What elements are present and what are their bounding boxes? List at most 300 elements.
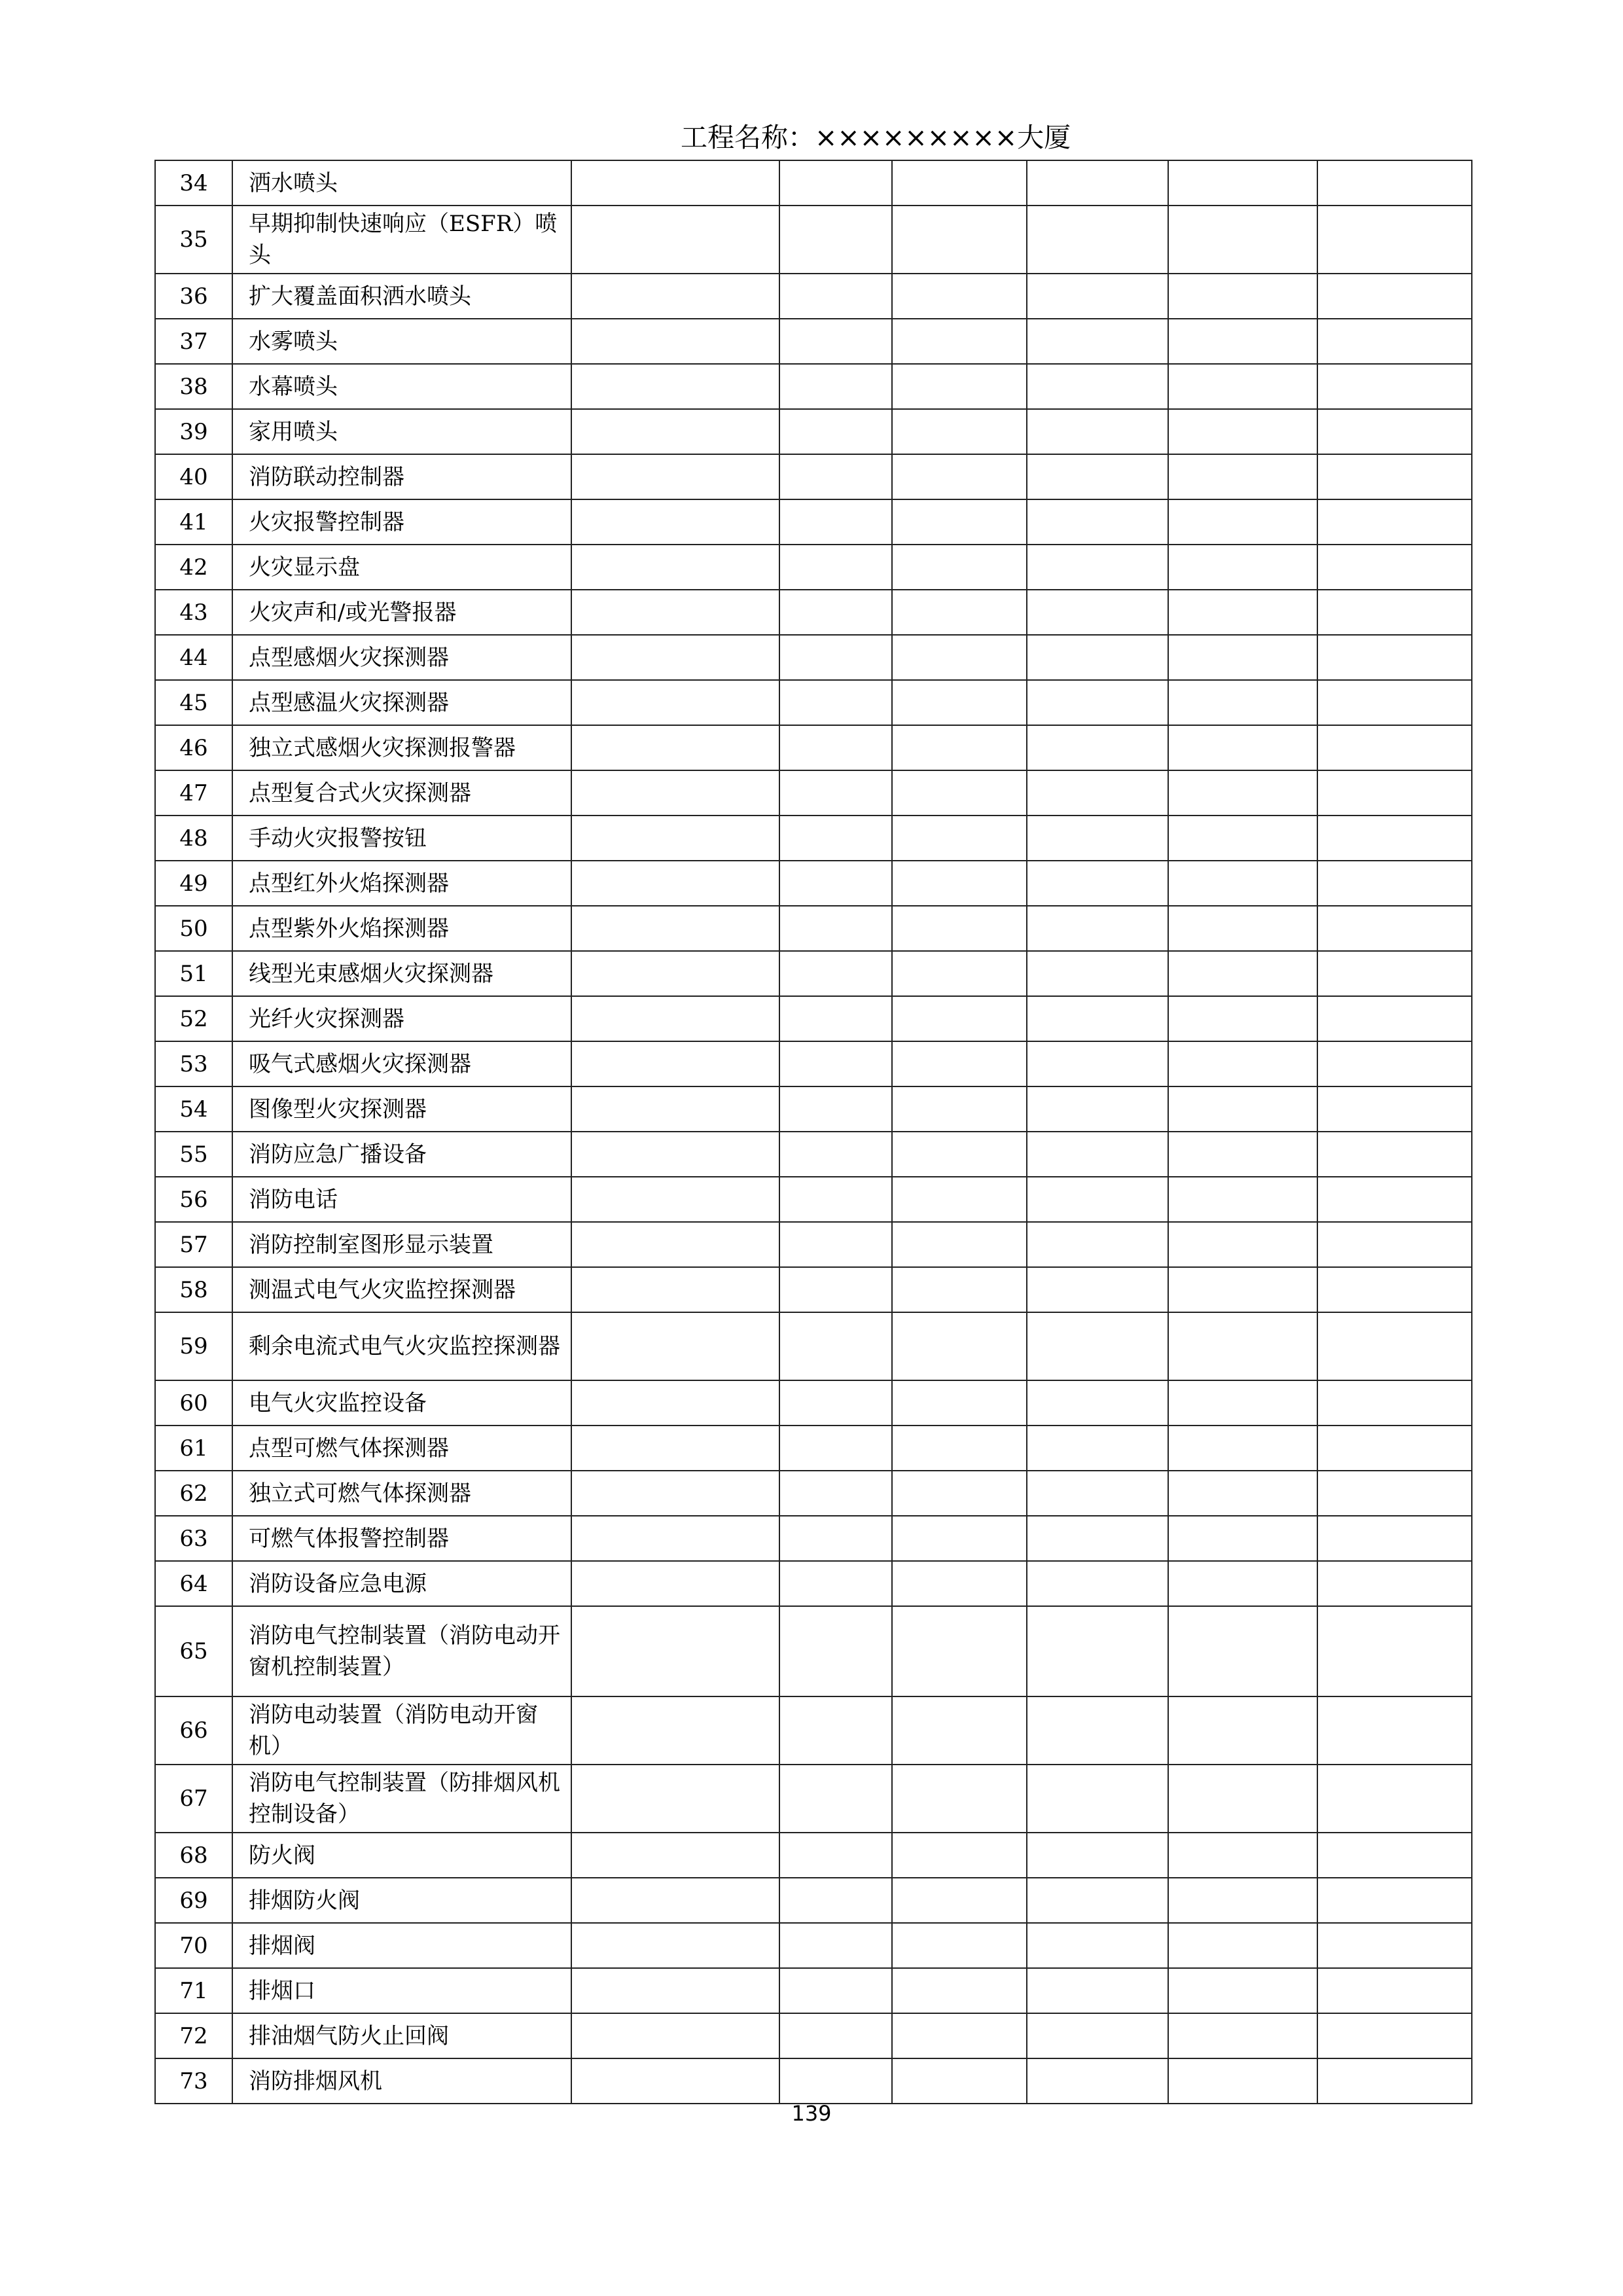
equipment-name-cell: 点型紫外火焰探测器 <box>232 906 571 951</box>
empty-cell <box>1027 725 1168 770</box>
empty-cell <box>1027 1696 1168 1765</box>
row-number-cell: 47 <box>155 770 232 816</box>
empty-cell <box>1027 545 1168 590</box>
equipment-name-cell: 火灾显示盘 <box>232 545 571 590</box>
table-row <box>155 1968 1472 2013</box>
row-number-cell: 71 <box>155 1968 232 2013</box>
empty-cell <box>1317 816 1472 861</box>
empty-cell <box>571 770 779 816</box>
row-number-cell: 69 <box>155 1878 232 1923</box>
equipment-name-cell: 点型感烟火灾探测器 <box>232 635 571 680</box>
empty-cell <box>892 274 1027 319</box>
equipment-name-cell: 消防电动装置（消防电动开窗机） <box>232 1696 571 1765</box>
empty-cell <box>779 1561 892 1606</box>
empty-cell <box>1168 861 1317 906</box>
empty-cell <box>892 816 1027 861</box>
table-row <box>155 635 1472 680</box>
empty-cell <box>779 1132 892 1177</box>
equipment-name-cell: 消防设备应急电源 <box>232 1561 571 1606</box>
row-number-cell: 45 <box>155 680 232 725</box>
empty-cell <box>892 206 1027 274</box>
empty-cell <box>1027 1833 1168 1878</box>
empty-cell <box>779 1312 892 1380</box>
empty-cell <box>892 1696 1027 1765</box>
empty-cell <box>1027 364 1168 409</box>
empty-cell <box>571 1426 779 1471</box>
empty-cell <box>571 1380 779 1426</box>
empty-cell <box>571 1923 779 1968</box>
project-name-label: 工程名称：×××××××××大厦 <box>681 122 1071 153</box>
row-number-cell: 49 <box>155 861 232 906</box>
equipment-name-cell: 火灾报警控制器 <box>232 499 571 545</box>
empty-cell <box>571 274 779 319</box>
equipment-name-cell: 电气火灾监控设备 <box>232 1380 571 1426</box>
empty-cell <box>1027 816 1168 861</box>
empty-cell <box>1168 1878 1317 1923</box>
row-number-cell: 58 <box>155 1267 232 1312</box>
empty-cell <box>571 499 779 545</box>
empty-cell <box>1027 590 1168 635</box>
empty-cell <box>892 996 1027 1041</box>
empty-cell <box>1027 906 1168 951</box>
empty-cell <box>1027 1041 1168 1086</box>
row-number-cell: 35 <box>155 206 232 274</box>
empty-cell <box>892 1833 1027 1878</box>
empty-cell <box>1027 951 1168 996</box>
empty-cell <box>892 545 1027 590</box>
empty-cell <box>1168 680 1317 725</box>
equipment-name-cell: 点型红外火焰探测器 <box>232 861 571 906</box>
empty-cell <box>1027 206 1168 274</box>
empty-cell <box>1317 770 1472 816</box>
empty-cell <box>892 1177 1027 1222</box>
empty-cell <box>571 1765 779 1833</box>
empty-cell <box>1317 1132 1472 1177</box>
empty-cell <box>1317 1267 1472 1312</box>
table-row <box>155 364 1472 409</box>
empty-cell <box>779 1177 892 1222</box>
empty-cell <box>892 906 1027 951</box>
empty-cell <box>571 1878 779 1923</box>
equipment-name-cell: 火灾声和/或光警报器 <box>232 590 571 635</box>
empty-cell <box>1168 206 1317 274</box>
equipment-name-cell: 排烟口 <box>232 1968 571 2013</box>
empty-cell <box>571 590 779 635</box>
empty-cell <box>571 206 779 274</box>
empty-cell <box>779 499 892 545</box>
empty-cell <box>1317 1426 1472 1471</box>
table-row <box>155 1696 1472 1765</box>
empty-cell <box>1027 1086 1168 1132</box>
empty-cell <box>1027 1177 1168 1222</box>
empty-cell <box>1317 1833 1472 1878</box>
empty-cell <box>1317 996 1472 1041</box>
empty-cell <box>571 1471 779 1516</box>
empty-cell <box>1168 725 1317 770</box>
empty-cell <box>571 635 779 680</box>
empty-cell <box>1317 1765 1472 1833</box>
table-row <box>155 1471 1472 1516</box>
empty-cell <box>779 409 892 454</box>
empty-cell <box>779 1765 892 1833</box>
empty-cell <box>571 319 779 364</box>
equipment-name-cell: 光纤火灾探测器 <box>232 996 571 1041</box>
empty-cell <box>1168 1267 1317 1312</box>
empty-cell <box>1027 1471 1168 1516</box>
empty-cell <box>779 1968 892 2013</box>
equipment-name-cell: 消防电话 <box>232 1177 571 1222</box>
empty-cell <box>1168 1516 1317 1561</box>
empty-cell <box>892 1132 1027 1177</box>
table-row <box>155 319 1472 364</box>
empty-cell <box>1317 1222 1472 1267</box>
table-row <box>155 160 1472 206</box>
row-number-cell: 53 <box>155 1041 232 1086</box>
empty-cell <box>571 1516 779 1561</box>
table-row <box>155 1041 1472 1086</box>
row-number-cell: 66 <box>155 1696 232 1765</box>
equipment-name-cell: 消防电气控制装置（消防电动开窗机控制装置） <box>232 1606 571 1696</box>
equipment-name-cell: 可燃气体报警控制器 <box>232 1516 571 1561</box>
row-number-cell: 42 <box>155 545 232 590</box>
row-number-cell: 59 <box>155 1312 232 1380</box>
empty-cell <box>779 861 892 906</box>
empty-cell <box>892 1222 1027 1267</box>
row-number-cell: 68 <box>155 1833 232 1878</box>
equipment-name-cell: 排烟防火阀 <box>232 1878 571 1923</box>
empty-cell <box>892 160 1027 206</box>
equipment-name-cell: 家用喷头 <box>232 409 571 454</box>
empty-cell <box>1168 1426 1317 1471</box>
equipment-name-cell: 洒水喷头 <box>232 160 571 206</box>
empty-cell <box>571 545 779 590</box>
empty-cell <box>892 1765 1027 1833</box>
empty-cell <box>779 996 892 1041</box>
empty-cell <box>1027 2058 1168 2104</box>
empty-cell <box>1168 1696 1317 1765</box>
empty-cell <box>779 160 892 206</box>
row-number-cell: 61 <box>155 1426 232 1471</box>
row-number-cell: 43 <box>155 590 232 635</box>
empty-cell <box>779 364 892 409</box>
empty-cell <box>1168 1471 1317 1516</box>
empty-cell <box>1027 1222 1168 1267</box>
empty-cell <box>892 2058 1027 2104</box>
table-row <box>155 906 1472 951</box>
row-number-cell: 46 <box>155 725 232 770</box>
empty-cell <box>892 1968 1027 2013</box>
empty-cell <box>1317 1968 1472 2013</box>
empty-cell <box>1027 1267 1168 1312</box>
empty-cell <box>892 1041 1027 1086</box>
empty-cell <box>1168 635 1317 680</box>
empty-cell <box>779 725 892 770</box>
empty-cell <box>1027 1765 1168 1833</box>
empty-cell <box>1027 2013 1168 2058</box>
equipment-name-cell: 线型光束感烟火灾探测器 <box>232 951 571 996</box>
empty-cell <box>571 996 779 1041</box>
empty-cell <box>1168 1312 1317 1380</box>
empty-cell <box>892 861 1027 906</box>
empty-cell <box>1027 499 1168 545</box>
table-row <box>155 1923 1472 1968</box>
empty-cell <box>1027 770 1168 816</box>
table-row <box>155 1765 1472 1833</box>
equipment-name-cell: 独立式感烟火灾探测报警器 <box>232 725 571 770</box>
empty-cell <box>1027 1380 1168 1426</box>
empty-cell <box>1317 409 1472 454</box>
table-row <box>155 274 1472 319</box>
row-number-cell: 62 <box>155 1471 232 1516</box>
row-number-cell: 51 <box>155 951 232 996</box>
empty-cell <box>1168 590 1317 635</box>
empty-cell <box>1317 499 1472 545</box>
row-number-cell: 57 <box>155 1222 232 1267</box>
empty-cell <box>1027 319 1168 364</box>
empty-cell <box>779 1222 892 1267</box>
row-number-cell: 34 <box>155 160 232 206</box>
empty-cell <box>1168 1132 1317 1177</box>
empty-cell <box>1317 680 1472 725</box>
row-number-cell: 48 <box>155 816 232 861</box>
table-row <box>155 1177 1472 1222</box>
empty-cell <box>1317 1041 1472 1086</box>
empty-cell <box>1168 1968 1317 2013</box>
empty-cell <box>571 409 779 454</box>
empty-cell <box>1317 1516 1472 1561</box>
row-number-cell: 54 <box>155 1086 232 1132</box>
empty-cell <box>1168 2013 1317 2058</box>
row-number-cell: 38 <box>155 364 232 409</box>
empty-cell <box>571 1833 779 1878</box>
table-row <box>155 1380 1472 1426</box>
empty-cell <box>779 1696 892 1765</box>
empty-cell <box>1027 1923 1168 1968</box>
empty-cell <box>892 1267 1027 1312</box>
empty-cell <box>1317 635 1472 680</box>
table-row <box>155 454 1472 499</box>
equipment-name-cell: 早期抑制快速响应（ESFR）喷头 <box>232 206 571 274</box>
empty-cell <box>1317 725 1472 770</box>
row-number-cell: 67 <box>155 1765 232 1833</box>
empty-cell <box>1027 1968 1168 2013</box>
empty-cell <box>779 274 892 319</box>
table-row <box>155 951 1472 996</box>
row-number-cell: 56 <box>155 1177 232 1222</box>
empty-cell <box>571 160 779 206</box>
empty-cell <box>1027 1878 1168 1923</box>
empty-cell <box>1027 1312 1168 1380</box>
empty-cell <box>1168 319 1317 364</box>
empty-cell <box>1027 1132 1168 1177</box>
empty-cell <box>1317 1696 1472 1765</box>
empty-cell <box>1027 274 1168 319</box>
row-number-cell: 73 <box>155 2058 232 2104</box>
empty-cell <box>571 454 779 499</box>
empty-cell <box>779 680 892 725</box>
empty-cell <box>1168 545 1317 590</box>
empty-cell <box>892 2013 1027 2058</box>
empty-cell <box>779 1516 892 1561</box>
equipment-name-cell: 点型感温火灾探测器 <box>232 680 571 725</box>
table-row <box>155 1561 1472 1606</box>
empty-cell <box>892 409 1027 454</box>
empty-cell <box>571 861 779 906</box>
table-row <box>155 206 1472 274</box>
row-number-cell: 41 <box>155 499 232 545</box>
empty-cell <box>1168 1177 1317 1222</box>
empty-cell <box>1317 364 1472 409</box>
empty-cell <box>779 319 892 364</box>
equipment-name-cell: 消防排烟风机 <box>232 2058 571 2104</box>
equipment-name-cell: 手动火灾报警按钮 <box>232 816 571 861</box>
empty-cell <box>571 2013 779 2058</box>
empty-cell <box>1317 1606 1472 1696</box>
empty-cell <box>1168 454 1317 499</box>
empty-cell <box>1027 454 1168 499</box>
empty-cell <box>1317 1471 1472 1516</box>
empty-cell <box>892 1878 1027 1923</box>
empty-cell <box>1168 1380 1317 1426</box>
empty-cell <box>571 1561 779 1606</box>
empty-cell <box>1317 1086 1472 1132</box>
table-row <box>155 1878 1472 1923</box>
table-row <box>155 1267 1472 1312</box>
empty-cell <box>571 906 779 951</box>
equipment-name-cell: 消防联动控制器 <box>232 454 571 499</box>
empty-cell <box>571 1312 779 1380</box>
empty-cell <box>571 1696 779 1765</box>
empty-cell <box>779 2013 892 2058</box>
table-row <box>155 1606 1472 1696</box>
empty-cell <box>779 1833 892 1878</box>
empty-cell <box>1317 861 1472 906</box>
empty-cell <box>779 1380 892 1426</box>
table-row <box>155 499 1472 545</box>
empty-cell <box>1027 861 1168 906</box>
table-row <box>155 1132 1472 1177</box>
empty-cell <box>892 319 1027 364</box>
empty-cell <box>1317 1561 1472 1606</box>
empty-cell <box>892 1606 1027 1696</box>
empty-cell <box>892 951 1027 996</box>
empty-cell <box>1168 1606 1317 1696</box>
table-row <box>155 1086 1472 1132</box>
empty-cell <box>571 1968 779 2013</box>
equipment-name-cell: 吸气式感烟火灾探测器 <box>232 1041 571 1086</box>
empty-cell <box>779 816 892 861</box>
empty-cell <box>892 1561 1027 1606</box>
row-number-cell: 37 <box>155 319 232 364</box>
empty-cell <box>892 1471 1027 1516</box>
empty-cell <box>1317 454 1472 499</box>
empty-cell <box>892 364 1027 409</box>
empty-cell <box>892 770 1027 816</box>
table-body <box>155 160 1472 2104</box>
empty-cell <box>1317 1312 1472 1380</box>
empty-cell <box>779 1606 892 1696</box>
empty-cell <box>571 1132 779 1177</box>
empty-cell <box>779 590 892 635</box>
empty-cell <box>1168 1765 1317 1833</box>
equipment-name-cell: 剩余电流式电气火灾监控探测器 <box>232 1312 571 1380</box>
empty-cell <box>1027 1561 1168 1606</box>
row-number-cell: 40 <box>155 454 232 499</box>
empty-cell <box>571 1606 779 1696</box>
empty-cell <box>1168 906 1317 951</box>
table-row <box>155 861 1472 906</box>
empty-cell <box>1168 996 1317 1041</box>
empty-cell <box>892 680 1027 725</box>
empty-cell <box>1168 409 1317 454</box>
empty-cell <box>1027 160 1168 206</box>
row-number-cell: 60 <box>155 1380 232 1426</box>
empty-cell <box>571 1177 779 1222</box>
empty-cell <box>1027 1426 1168 1471</box>
equipment-name-cell: 点型复合式火灾探测器 <box>232 770 571 816</box>
empty-cell <box>892 1086 1027 1132</box>
empty-cell <box>1168 2058 1317 2104</box>
empty-cell <box>779 906 892 951</box>
table-row <box>155 1312 1472 1380</box>
row-number-cell: 50 <box>155 906 232 951</box>
equipment-name-cell: 水雾喷头 <box>232 319 571 364</box>
empty-cell <box>1168 499 1317 545</box>
empty-cell <box>1168 1923 1317 1968</box>
empty-cell <box>1168 160 1317 206</box>
empty-cell <box>1168 951 1317 996</box>
row-number-cell: 65 <box>155 1606 232 1696</box>
empty-cell <box>1317 590 1472 635</box>
empty-cell <box>892 454 1027 499</box>
row-number-cell: 72 <box>155 2013 232 2058</box>
equipment-name-cell: 独立式可燃气体探测器 <box>232 1471 571 1516</box>
row-number-cell: 44 <box>155 635 232 680</box>
empty-cell <box>892 1923 1027 1968</box>
table-row <box>155 2058 1472 2104</box>
row-number-cell: 52 <box>155 996 232 1041</box>
empty-cell <box>1317 1878 1472 1923</box>
equipment-name-cell: 消防控制室图形显示装置 <box>232 1222 571 1267</box>
empty-cell <box>1027 680 1168 725</box>
empty-cell <box>779 770 892 816</box>
equipment-table <box>154 160 1472 2104</box>
empty-cell <box>571 816 779 861</box>
table-row <box>155 816 1472 861</box>
empty-cell <box>892 1312 1027 1380</box>
empty-cell <box>779 635 892 680</box>
empty-cell <box>1027 409 1168 454</box>
empty-cell <box>892 635 1027 680</box>
empty-cell <box>892 499 1027 545</box>
empty-cell <box>1027 1606 1168 1696</box>
table-row <box>155 725 1472 770</box>
empty-cell <box>1168 770 1317 816</box>
empty-cell <box>779 1041 892 1086</box>
row-number-cell: 55 <box>155 1132 232 1177</box>
empty-cell <box>1027 996 1168 1041</box>
equipment-name-cell: 扩大覆盖面积洒水喷头 <box>232 274 571 319</box>
empty-cell <box>779 206 892 274</box>
empty-cell <box>1168 274 1317 319</box>
table-row <box>155 1833 1472 1878</box>
empty-cell <box>1317 906 1472 951</box>
row-number-cell: 39 <box>155 409 232 454</box>
empty-cell <box>1027 1516 1168 1561</box>
equipment-name-cell: 点型可燃气体探测器 <box>232 1426 571 1471</box>
table-row <box>155 409 1472 454</box>
table-row <box>155 680 1472 725</box>
